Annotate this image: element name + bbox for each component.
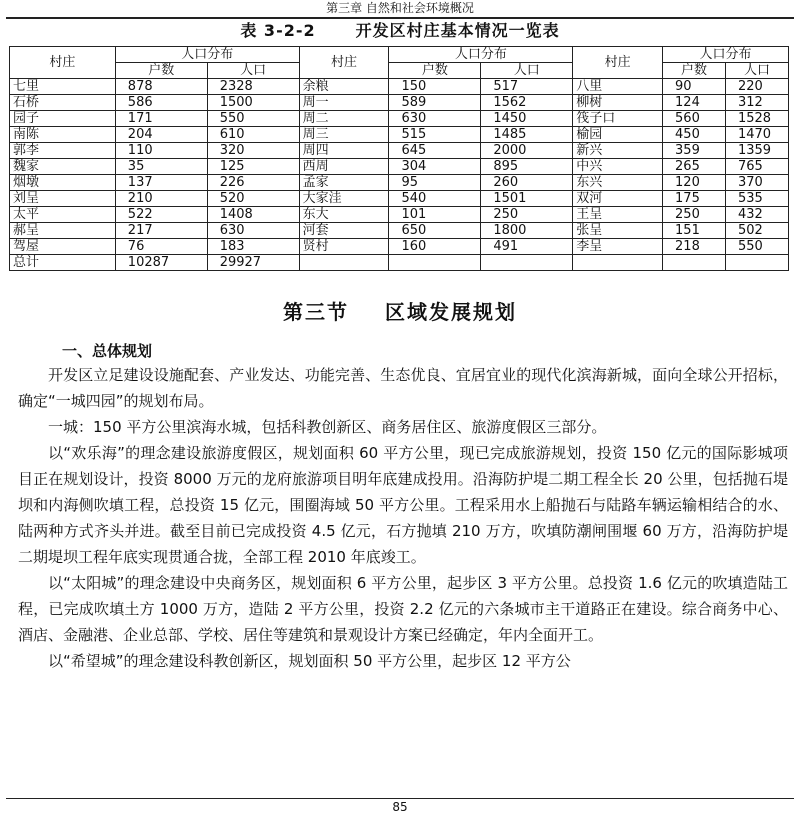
households-cell: 650 — [389, 223, 481, 239]
village-name-cell — [573, 255, 663, 271]
village-name-cell: 柳树 — [573, 95, 663, 111]
people-cell: 610 — [207, 127, 299, 143]
table-title: 开发区村庄基本情况一览表 — [355, 21, 560, 40]
running-header: 第三章 自然和社会环境概况 — [326, 1, 474, 15]
village-name-cell: 西周 — [299, 159, 389, 175]
people-cell: 520 — [207, 191, 299, 207]
village-name-cell: 郝呈 — [10, 223, 116, 239]
header-people-2: 人口 — [481, 63, 573, 79]
households-cell: 90 — [663, 79, 726, 95]
people-cell: 1501 — [481, 191, 573, 207]
section-title: 区域发展规划 — [385, 300, 517, 324]
households-cell: 150 — [389, 79, 481, 95]
table-row — [10, 159, 789, 175]
paragraph: 开发区立足建设设施配套、产业发达、功能完善、生态优良、宜居宜业的现代化滨海新城，面向全球公开招标，确定“一城四园”的规划布局。 — [18, 366, 788, 410]
people-cell: 535 — [725, 191, 788, 207]
paragraph: 一城：150 平方公里滨海水城，包括科教创新区、商务居住区、旅游度假区三部分。 — [48, 418, 607, 436]
paragraph: 以“欢乐海”的理念建设旅游度假区，规划面积 60 平方公里，现已完成旅游规划，投资 150 亿元的国际影城项目正在规划设计，投资 8000 万元的龙府旅游项目明年底建成投用。沿海防护堤二期工程全长 20 公里，包括抛石堤坝和内海侧吹填工程，总投资 15 亿元，围圈海域 50 平方公里。工程采用水上船抛石与陆路车辆运输相结合的水、陆两种方式齐头并进。截至目前已完成投资 4.5 亿元，石方抛填 210 万方，吹填防潮闸围堰 60 万方，沿海防护堤二期堤坝工程年底实现贯通合拢，全部工程 2010 年底竣工。 — [18, 444, 788, 566]
village-name-cell: 孟家 — [299, 175, 389, 191]
village-name-cell: 筏子口 — [573, 111, 663, 127]
village-name-cell: 园子 — [10, 111, 116, 127]
households-cell: 630 — [389, 111, 481, 127]
people-cell: 260 — [481, 175, 573, 191]
village-name-cell: 驾屋 — [10, 239, 116, 255]
header-people-1: 人口 — [207, 63, 299, 79]
people-cell: 312 — [725, 95, 788, 111]
table-row — [10, 239, 789, 255]
people-cell: 1359 — [725, 143, 788, 159]
section-number: 第三节 — [283, 300, 349, 324]
households-cell: 76 — [115, 239, 207, 255]
table-row — [10, 191, 789, 207]
households-cell: 560 — [663, 111, 726, 127]
people-cell: 765 — [725, 159, 788, 175]
households-cell: 10287 — [115, 255, 207, 271]
header-rule — [6, 17, 794, 19]
table-row — [10, 175, 789, 191]
village-name-cell: 大家洼 — [299, 191, 389, 207]
households-cell: 204 — [115, 127, 207, 143]
households-cell: 35 — [115, 159, 207, 175]
households-cell: 217 — [115, 223, 207, 239]
households-cell: 101 — [389, 207, 481, 223]
paragraph: 以“希望城”的理念建设科教创新区，规划面积 50 平方公里，起步区 12 平方公 — [48, 652, 571, 670]
table-row — [10, 111, 789, 127]
households-cell: 137 — [115, 175, 207, 191]
households-cell: 540 — [389, 191, 481, 207]
people-cell: 250 — [481, 207, 573, 223]
village-name-cell: 中兴 — [573, 159, 663, 175]
households-cell: 250 — [663, 207, 726, 223]
village-name-cell: 石桥 — [10, 95, 116, 111]
village-name-cell: 东兴 — [573, 175, 663, 191]
village-name-cell: 郭李 — [10, 143, 116, 159]
households-cell: 124 — [663, 95, 726, 111]
village-name-cell: 刘呈 — [10, 191, 116, 207]
people-cell: 1500 — [207, 95, 299, 111]
people-cell: 1408 — [207, 207, 299, 223]
people-cell: 1450 — [481, 111, 573, 127]
table-row — [10, 223, 789, 239]
households-cell: 522 — [115, 207, 207, 223]
header-village-2: 村庄 — [299, 47, 389, 79]
table-number: 表 3-2-2 — [240, 21, 316, 40]
households-cell: 304 — [389, 159, 481, 175]
table-row — [10, 127, 789, 143]
footer-rule — [6, 798, 794, 799]
people-cell: 432 — [725, 207, 788, 223]
people-cell: 1485 — [481, 127, 573, 143]
people-cell: 630 — [207, 223, 299, 239]
table-row — [10, 143, 789, 159]
village-name-cell: 双河 — [573, 191, 663, 207]
village-table — [9, 46, 789, 271]
households-cell: 110 — [115, 143, 207, 159]
households-cell: 586 — [115, 95, 207, 111]
village-name-cell: 周四 — [299, 143, 389, 159]
village-name-cell: 李呈 — [573, 239, 663, 255]
households-cell: 645 — [389, 143, 481, 159]
people-cell: 320 — [207, 143, 299, 159]
village-name-cell: 河套 — [299, 223, 389, 239]
village-name-cell: 余粮 — [299, 79, 389, 95]
people-cell: 550 — [725, 239, 788, 255]
village-name-cell: 烟墩 — [10, 175, 116, 191]
village-name-cell: 七里 — [10, 79, 116, 95]
people-cell: 125 — [207, 159, 299, 175]
people-cell: 370 — [725, 175, 788, 191]
households-cell: 151 — [663, 223, 726, 239]
village-name-cell: 榆园 — [573, 127, 663, 143]
people-cell: 226 — [207, 175, 299, 191]
village-name-cell: 王呈 — [573, 207, 663, 223]
households-cell: 210 — [115, 191, 207, 207]
village-name-cell: 八里 — [573, 79, 663, 95]
village-name-cell: 新兴 — [573, 143, 663, 159]
header-population-2: 人口分布 — [389, 47, 573, 63]
village-name-cell: 张呈 — [573, 223, 663, 239]
people-cell: 1562 — [481, 95, 573, 111]
village-name-cell — [299, 255, 389, 271]
village-name-cell: 周一 — [299, 95, 389, 111]
people-cell: 550 — [207, 111, 299, 127]
households-cell — [663, 255, 726, 271]
village-name-cell: 周三 — [299, 127, 389, 143]
village-name-cell: 南陈 — [10, 127, 116, 143]
village-name-cell: 魏家 — [10, 159, 116, 175]
people-cell: 29927 — [207, 255, 299, 271]
people-cell: 1800 — [481, 223, 573, 239]
table-row — [10, 79, 789, 95]
households-cell: 878 — [115, 79, 207, 95]
people-cell: 2000 — [481, 143, 573, 159]
people-cell: 2328 — [207, 79, 299, 95]
households-cell: 359 — [663, 143, 726, 159]
village-name-cell: 太平 — [10, 207, 116, 223]
households-cell: 175 — [663, 191, 726, 207]
header-households-1: 户数 — [115, 63, 207, 79]
households-cell: 450 — [663, 127, 726, 143]
paragraph: 以“太阳城”的理念建设中央商务区，规划面积 6 平方公里，起步区 3 平方公里。总投资 1.6 亿元的吹填造陆工程，已完成吹填土方 1000 万方，造陆 2 平方公里，投资 2.2 亿元的六条城市主干道路正在建设。综合商务中心、酒店、金融港、企业总部、学校、居住等建筑和景观设计方案已经确定，年内全面开工。 — [18, 574, 788, 644]
header-people-3: 人口 — [725, 63, 788, 79]
people-cell: 517 — [481, 79, 573, 95]
households-cell — [389, 255, 481, 271]
households-cell: 95 — [389, 175, 481, 191]
village-name-cell: 东大 — [299, 207, 389, 223]
people-cell — [725, 255, 788, 271]
village-name-cell: 贤村 — [299, 239, 389, 255]
header-population-3: 人口分布 — [663, 47, 789, 63]
body-text — [18, 362, 788, 674]
page-number: 85 — [392, 800, 408, 814]
households-cell: 589 — [389, 95, 481, 111]
people-cell — [481, 255, 573, 271]
table-body — [10, 79, 789, 271]
header-village-3: 村庄 — [573, 47, 663, 79]
households-cell: 218 — [663, 239, 726, 255]
households-cell: 515 — [389, 127, 481, 143]
table-row — [10, 207, 789, 223]
header-population-1: 人口分布 — [115, 47, 299, 63]
households-cell: 171 — [115, 111, 207, 127]
table-row — [10, 255, 789, 271]
village-name-cell: 周二 — [299, 111, 389, 127]
people-cell: 895 — [481, 159, 573, 175]
households-cell: 160 — [389, 239, 481, 255]
people-cell: 491 — [481, 239, 573, 255]
households-cell: 265 — [663, 159, 726, 175]
table-caption — [0, 20, 800, 42]
people-cell: 220 — [725, 79, 788, 95]
village-name-cell: 总计 — [10, 255, 116, 271]
people-cell: 502 — [725, 223, 788, 239]
section-heading — [0, 296, 800, 325]
header-households-2: 户数 — [389, 63, 481, 79]
subsection-title: 一、总体规划 — [62, 342, 153, 360]
table-row — [10, 95, 789, 111]
people-cell: 183 — [207, 239, 299, 255]
header-households-3: 户数 — [663, 63, 726, 79]
header-village-1: 村庄 — [10, 47, 116, 79]
households-cell: 120 — [663, 175, 726, 191]
people-cell: 1470 — [725, 127, 788, 143]
people-cell: 1528 — [725, 111, 788, 127]
